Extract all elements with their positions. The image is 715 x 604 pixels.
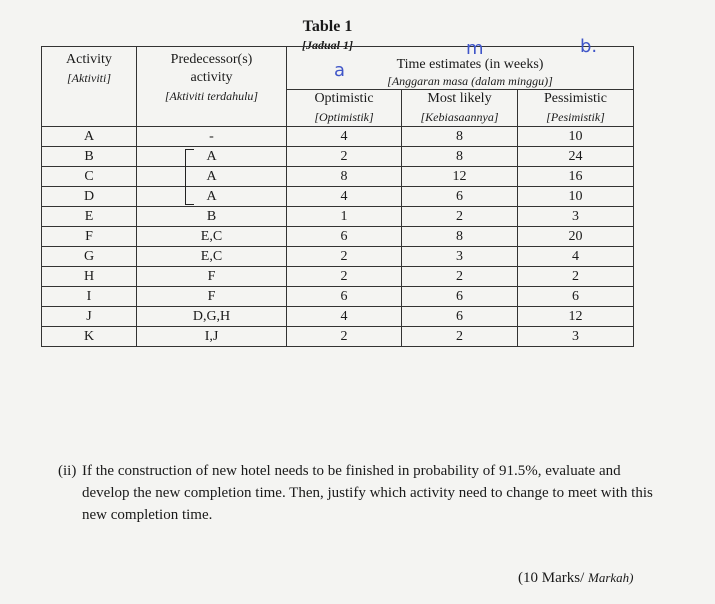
most-likely-cell: 8 <box>402 147 518 167</box>
most-likely-header <box>402 90 518 127</box>
optimistic-cell: 2 <box>287 147 402 167</box>
pessimistic-cell: 24 <box>518 147 634 167</box>
activity-cell: G <box>42 247 137 267</box>
pessimistic-header <box>518 90 634 127</box>
time-estimates-label: Time estimates (in weeks) <box>396 57 544 72</box>
pessimistic-cell: 10 <box>518 187 634 207</box>
pessimistic-cell: 6 <box>518 287 634 307</box>
predecessor-header-malay: [Aktiviti terdahulu] <box>164 89 259 103</box>
predecessor-cell: E,C <box>137 227 287 247</box>
handwritten-bracket <box>185 149 194 205</box>
optimistic-cell: 4 <box>287 187 402 207</box>
table-row <box>42 267 634 287</box>
activity-header-malay: [Aktiviti] <box>67 71 111 85</box>
table-row <box>42 227 634 247</box>
handwritten-b: b. <box>580 36 598 57</box>
pessimistic-cell: 4 <box>518 247 634 267</box>
optimistic-header <box>287 90 402 127</box>
most-likely-cell: 2 <box>402 207 518 227</box>
most-likely-cell: 2 <box>402 267 518 287</box>
question-block <box>58 460 658 526</box>
most-likely-cell: 2 <box>402 327 518 347</box>
pessimistic-cell: 3 <box>518 327 634 347</box>
optimistic-cell: 2 <box>287 247 402 267</box>
most-likely-cell: 12 <box>402 167 518 187</box>
predecessor-cell: A <box>137 187 287 207</box>
optimistic-cell: 6 <box>287 287 402 307</box>
activity-cell: A <box>42 127 137 147</box>
most-likely-header-malay: [Kebiasaannya] <box>420 110 499 124</box>
predecessor-cell <box>137 147 287 167</box>
optimistic-cell: 2 <box>287 327 402 347</box>
activity-cell: H <box>42 267 137 287</box>
predecessor-cell: - <box>137 127 287 147</box>
time-estimates-table <box>41 46 634 347</box>
marks-english: (10 Marks/ <box>518 570 585 586</box>
predecessor-cell: A <box>137 167 287 187</box>
pessimistic-cell: 12 <box>518 307 634 327</box>
marks-malay: Markah) <box>588 570 634 585</box>
activity-cell: F <box>42 227 137 247</box>
optimistic-cell: 4 <box>287 127 402 147</box>
predecessor-cell: E,C <box>137 247 287 267</box>
optimistic-cell: 4 <box>287 307 402 327</box>
activity-header <box>42 47 137 127</box>
table-row <box>42 307 634 327</box>
predecessor-value: A <box>206 149 217 164</box>
activity-cell: C <box>42 167 137 187</box>
predecessor-cell: F <box>137 267 287 287</box>
most-likely-cell: 6 <box>402 287 518 307</box>
predecessor-cell: F <box>137 287 287 307</box>
question-number: (ii) <box>58 463 77 479</box>
optimistic-cell: 1 <box>287 207 402 227</box>
activity-cell: J <box>42 307 137 327</box>
table-title-malay: [Jadual 1] <box>302 38 353 52</box>
question-text: If the construction of new hotel needs to be finished in probability of 91.5%, evaluate and develop the new completion time. Then, justify which activity need to change to meet with this new completion time. <box>82 463 653 523</box>
predecessor-cell: B <box>137 207 287 227</box>
handwritten-m: m <box>466 38 484 59</box>
pessimistic-header-label: Pessimistic <box>544 91 608 106</box>
most-likely-cell: 8 <box>402 227 518 247</box>
most-likely-cell: 8 <box>402 127 518 147</box>
pessimistic-cell: 10 <box>518 127 634 147</box>
table-row <box>42 327 634 347</box>
activity-header-label: Activity <box>66 52 112 67</box>
table-row <box>42 207 634 227</box>
table-row <box>42 167 634 187</box>
optimistic-cell: 6 <box>287 227 402 247</box>
pessimistic-cell: 3 <box>518 207 634 227</box>
most-likely-cell: 6 <box>402 307 518 327</box>
optimistic-cell: 2 <box>287 267 402 287</box>
activity-cell: D <box>42 187 137 207</box>
pessimistic-cell: 2 <box>518 267 634 287</box>
table-row <box>42 127 634 147</box>
pessimistic-header-malay: [Pesimistik] <box>546 110 605 124</box>
table-row <box>42 147 634 167</box>
table-row <box>42 187 634 207</box>
table-title: Table 1 <box>302 18 353 35</box>
most-likely-cell: 6 <box>402 187 518 207</box>
marks-label <box>518 570 634 587</box>
optimistic-header-malay: [Optimistik] <box>314 110 374 124</box>
activity-cell: E <box>42 207 137 227</box>
predecessor-header-label: Predecessor(s) <box>170 52 253 67</box>
predecessor-header <box>137 47 287 127</box>
table-row <box>42 247 634 267</box>
optimistic-cell: 8 <box>287 167 402 187</box>
most-likely-header-label: Most likely <box>427 91 492 106</box>
pessimistic-cell: 20 <box>518 227 634 247</box>
activity-cell: B <box>42 147 137 167</box>
pessimistic-cell: 16 <box>518 167 634 187</box>
predecessor-cell: D,G,H <box>137 307 287 327</box>
activity-cell: I <box>42 287 137 307</box>
predecessor-cell: I,J <box>137 327 287 347</box>
time-estimates-malay: [Anggaran masa (dalam minggu)] <box>387 74 553 88</box>
most-likely-cell: 3 <box>402 247 518 267</box>
handwritten-a: a <box>334 60 346 81</box>
activity-cell: K <box>42 327 137 347</box>
table-row <box>42 287 634 307</box>
predecessor-header-label-2: activity <box>190 70 233 85</box>
optimistic-header-label: Optimistic <box>314 91 374 106</box>
